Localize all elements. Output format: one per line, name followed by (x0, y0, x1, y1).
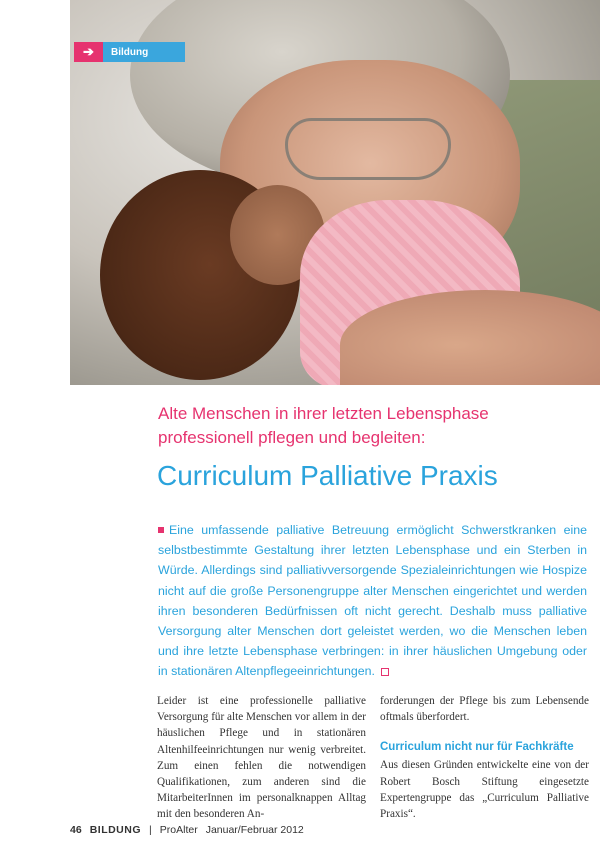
lead-end-square-icon (381, 668, 389, 676)
footer-separator: | (149, 824, 152, 836)
lead-text: Eine umfassende palliative Betreuung ermöglicht Schwerstkranken eine selbstbestimmte Gestaltung ihrer letzten Lebensphase und ein Sterben in Würde. Allerdings sind palliativversorgende Spezialeinrichtungen wie Hospize nicht auf die große Personengruppe alter Menschen eingerichtet und werden ihren besonderen Bedürfnissen oft nicht gerecht. Deshalb muss palliative Versorgung alter Menschen dort geleistet werden, wo die Menschen leben und ihre letzte Lebensphase verbringen: in ihrer häuslichen Umgebung oder in stationären Altenpflegeeinrichtungen. (158, 523, 587, 679)
arrow-right-icon: ➔ (74, 42, 103, 62)
lead-paragraph (158, 520, 587, 682)
body-paragraph: forderungen der Pflege bis zum Lebensende oftmals überfordert. (380, 695, 589, 724)
section-tag (74, 42, 185, 62)
article-subtitle (158, 402, 578, 450)
footer-issue: Januar/Februar 2012 (205, 824, 304, 836)
body-paragraph: Leider ist eine professionelle palliative Versorgung für alte Menschen vor allem in der häuslichen Pflege und in stationären Altenhilfeeinrichtungen nur wenig verbreitet. Zum einen fehlen die notwendigen Qualifikationen, zum anderen sind die MitarbeiterInnen im personalknappen Alltag mit den besonderen An- (157, 695, 366, 821)
photo-glasses (285, 118, 451, 180)
lead-start-square-icon (158, 527, 164, 533)
page-number: 46 (70, 824, 82, 836)
footer-magazine: ProAlter (159, 824, 198, 836)
footer-section: BILDUNG (89, 824, 142, 836)
subtitle-line-1: Alte Menschen in ihrer letzten Lebensphase (158, 404, 489, 423)
article-title: Curriculum Palliative Praxis (157, 460, 498, 491)
section-heading: Curriculum nicht nur für Fachkräfte (380, 741, 574, 754)
body-column-1 (157, 693, 366, 823)
section-tag-label: Bildung (103, 42, 185, 62)
body-paragraph: Aus diesen Gründen entwickelte eine von der Robert Bosch Stiftung eingesetzte Expertengruppe das „Curriculum Palliative Praxis“. (380, 759, 589, 821)
page-margin (0, 0, 70, 385)
subtitle-line-2: professionell pflegen und begleiten: (158, 428, 426, 447)
page-footer (70, 824, 304, 836)
body-column-2 (380, 693, 589, 822)
